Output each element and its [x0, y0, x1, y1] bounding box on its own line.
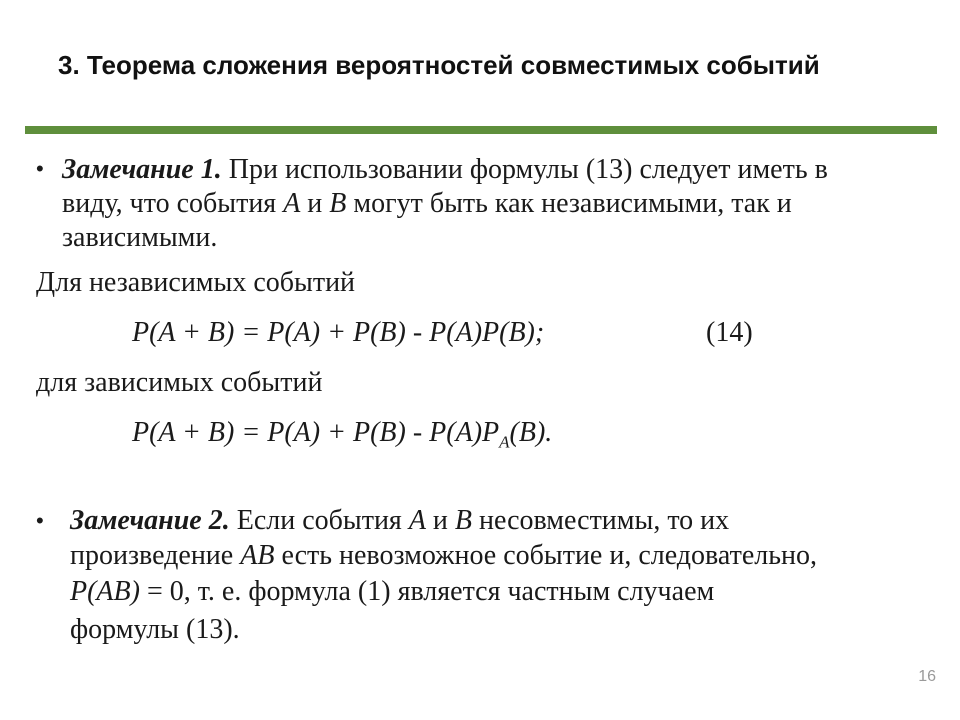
page-number: 16: [918, 668, 936, 685]
var-b: B: [454, 505, 473, 536]
remark2-line-2: [70, 539, 817, 573]
dependent-label: для зависимых событий: [36, 367, 323, 398]
formula-14: P(A + B) = P(A) + P(B) - P(A)P(B);: [132, 317, 545, 348]
dependent-formula-main: P(A + B) = P(A) + P(B) - P(A)P: [132, 417, 500, 448]
dependent-formula-end: (B).: [509, 417, 553, 448]
dependent-formula-sub: A: [499, 432, 510, 452]
remark1-line-1: [62, 153, 828, 187]
remark2-line3-rest: = 0, т. е. формула (1) является частным случаем: [139, 576, 715, 607]
remark2-line1-c: несовместимы, то их: [472, 505, 730, 536]
remark2-line2-a: произведение: [70, 540, 241, 571]
formula-14-number: (14): [706, 317, 753, 348]
slide-title: 3. Теорема сложения вероятностей совместимых событий: [58, 50, 820, 80]
remark1-line2-a: виду, что события: [62, 188, 284, 219]
remark1-line2-b: и: [300, 188, 330, 219]
remark1-label: Замечание 1.: [62, 154, 222, 185]
title-divider: [25, 126, 937, 134]
remark2-line-1: [70, 504, 729, 538]
remark2-line1-b: и: [425, 505, 455, 536]
dependent-formula: [132, 416, 552, 460]
remark2-line-3: [70, 575, 714, 609]
var-a: A: [283, 188, 301, 219]
var-a: A: [408, 505, 426, 536]
remark2-line-4: формулы (13).: [70, 614, 240, 645]
remark2-line1-a: Если события: [229, 505, 409, 536]
var-ab: AB: [240, 540, 275, 571]
remark2-line2-b: есть невозможное событие и, следовательно,: [274, 540, 817, 571]
remark2-formula: P(AB): [70, 576, 140, 607]
remark1-line-2: [62, 187, 792, 221]
bullet-remark-2: •: [36, 508, 44, 533]
var-b: B: [329, 188, 347, 219]
independent-label: Для независимых событий: [36, 267, 356, 298]
remark2-label: Замечание 2.: [70, 505, 230, 536]
bullet-remark-1: •: [36, 156, 44, 181]
remark1-line-3: зависимыми.: [62, 222, 218, 253]
remark1-line2-c: могут быть как независимыми, так и: [346, 188, 792, 219]
remark1-line1-text: При использовании формулы (13) следует иметь в: [221, 154, 828, 185]
